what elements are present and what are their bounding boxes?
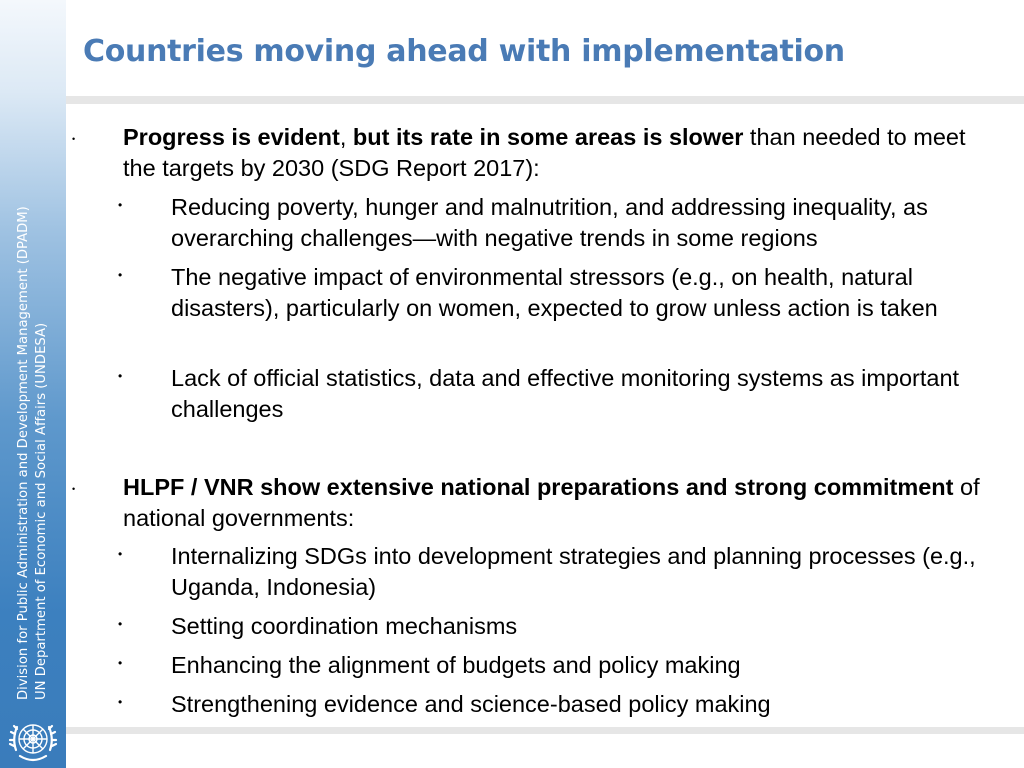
header-divider bbox=[66, 96, 1024, 104]
sub-bullet-marker: • bbox=[118, 617, 123, 631]
sidebar-org-text bbox=[15, 206, 51, 700]
sidebar-branding bbox=[0, 0, 66, 768]
bullet-marker: • bbox=[72, 134, 76, 144]
bullet-marker: • bbox=[72, 484, 76, 494]
bullet-bold-2: but its rate in some areas is slower bbox=[352, 124, 744, 150]
bullet-text bbox=[123, 472, 1003, 534]
footer-divider bbox=[66, 727, 1024, 734]
slide-header bbox=[66, 0, 1024, 96]
sub-bullet-marker: • bbox=[118, 547, 123, 561]
bullet-text bbox=[123, 122, 1003, 184]
page-title: Countries moving ahead with implementation bbox=[83, 34, 845, 69]
sub-bullet-marker: • bbox=[118, 268, 123, 282]
bullet-rest: than needed to meet the targets by 2030 (SDG Report 2017): bbox=[123, 124, 966, 181]
sub-bullet-text: Lack of official statistics, data and effective monitoring systems as important challenges bbox=[171, 365, 960, 422]
sub-bullet-marker: • bbox=[118, 656, 123, 670]
sub-bullet-marker: • bbox=[118, 695, 123, 709]
sub-bullet-text: Reducing poverty, hunger and malnutrition, and addressing inequality, as overarching challenges—with negative trends in some regions bbox=[171, 194, 928, 251]
sub-bullet-text: Setting coordination mechanisms bbox=[171, 613, 518, 639]
sub-bullet-marker: • bbox=[118, 369, 123, 383]
bullet-rest: of national governments: bbox=[123, 474, 980, 531]
sidebar-org-line-1: Division for Public Administration and Development Management (DPADM) bbox=[16, 206, 31, 700]
bullet-bold-1: HLPF / VNR show extensive national preparations and strong commitment bbox=[123, 474, 954, 500]
sidebar-org-line-2: UN Department of Economic and Social Affairs (UNDESA) bbox=[34, 322, 49, 700]
sub-bullet-text: Enhancing the alignment of budgets and policy making bbox=[171, 652, 741, 678]
sub-bullet-text: Internalizing SDGs into development strategies and planning processes (e.g., Uganda, Indonesia) bbox=[171, 543, 976, 600]
un-emblem-icon bbox=[6, 712, 60, 766]
sub-bullet-text: Strengthening evidence and science-based policy making bbox=[171, 691, 771, 717]
sub-bullet-text: The negative impact of environmental stressors (e.g., on health, natural disasters), particularly on women, expected to grow unless action is taken bbox=[171, 264, 938, 321]
bullet-separator: , bbox=[339, 124, 353, 150]
bullet-bold-1: Progress is evident bbox=[123, 124, 340, 150]
sub-bullet-marker: • bbox=[118, 198, 123, 212]
